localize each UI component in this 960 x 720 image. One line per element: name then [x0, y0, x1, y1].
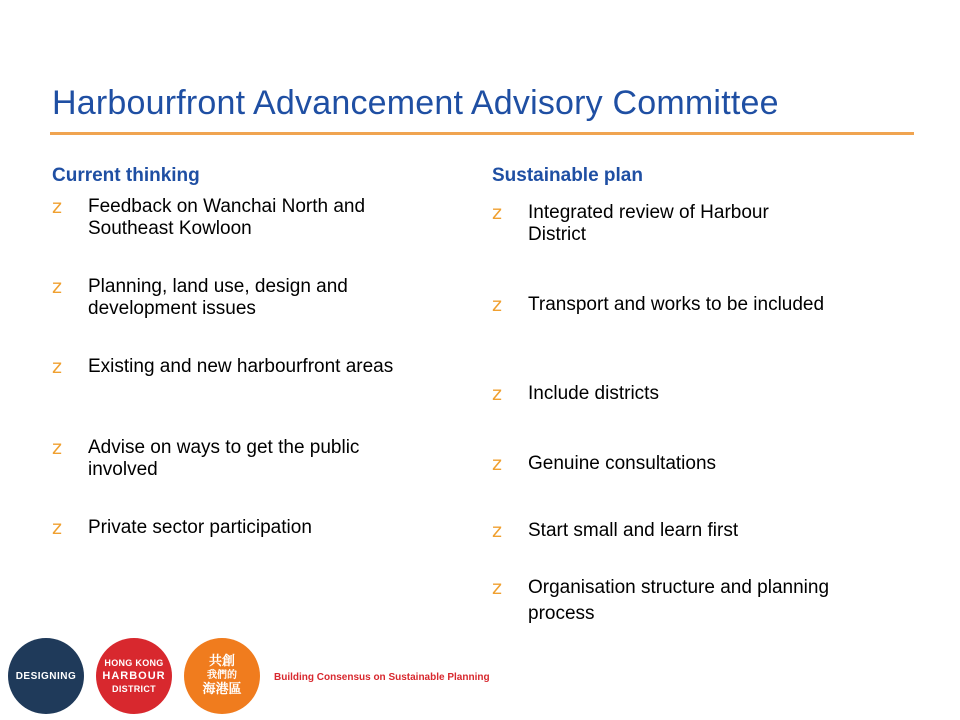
chinese-logo-line3: 海港區 [202, 682, 242, 697]
right-bullet-item [492, 520, 832, 542]
bullet-icon: z [492, 577, 502, 599]
right-column-heading: Sustainable plan [492, 165, 643, 186]
left-bullet-text: Planning, land use, design and development issues [88, 276, 348, 319]
bullet-icon: z [52, 356, 62, 378]
bullet-icon: z [492, 453, 502, 475]
hkhd-logo-line2: HARBOUR [102, 669, 166, 682]
title-divider [50, 132, 914, 135]
bullet-icon: z [492, 294, 502, 316]
right-bullet-item [492, 453, 832, 475]
left-bullet-item [52, 356, 432, 378]
right-bullet-text: Genuine consultations [528, 453, 717, 474]
hkhd-logo-line1: HONG KONG [104, 657, 164, 668]
designing-logo [8, 638, 84, 714]
left-bullet-text: Private sector participation [88, 517, 312, 538]
right-bullet-item [492, 294, 832, 316]
left-bullet-text: Existing and new harbourfront areas [88, 356, 394, 377]
bullet-icon: z [52, 517, 62, 539]
right-bullet-item [492, 202, 832, 246]
left-column-heading: Current thinking [52, 165, 200, 186]
left-bullet-text: Feedback on Wanchai North and Southeast Kowloon [88, 196, 366, 239]
bullet-icon: z [492, 202, 502, 224]
right-bullet-text: Include districts [528, 383, 659, 404]
left-bullet-item [52, 517, 432, 539]
right-bullet-text: Organisation structure and planning process [528, 577, 830, 624]
right-bullet-item [492, 575, 832, 627]
bullet-icon: z [52, 437, 62, 459]
right-bullet-text: Integrated review of Harbour District [528, 202, 769, 245]
hkhd-logo-line3: DISTRICT [112, 683, 156, 694]
bullet-icon: z [52, 196, 62, 218]
right-bullet-text: Transport and works to be included [528, 294, 825, 315]
left-bullet-item [52, 196, 432, 240]
right-bullet-item [492, 383, 832, 405]
designing-logo-text: DESIGNING [15, 670, 77, 682]
left-bullet-item [52, 276, 432, 320]
footer-tagline: Building Consensus on Sustainable Planning [274, 672, 490, 683]
chinese-harbour-logo [184, 638, 260, 714]
bullet-icon: z [52, 276, 62, 298]
page-title: Harbourfront Advancement Advisory Committee [52, 84, 779, 122]
footer-logo-row [8, 638, 528, 716]
right-bullet-text: Start small and learn first [528, 520, 739, 541]
left-bullet-text: Advise on ways to get the public involved [88, 437, 360, 480]
bullet-icon: z [492, 520, 502, 542]
chinese-logo-line2: 我們的 [207, 670, 237, 681]
hong-kong-harbour-district-logo [96, 638, 172, 714]
bullet-icon: z [492, 383, 502, 405]
left-bullet-item [52, 437, 432, 481]
chinese-logo-line1: 共創 [208, 654, 235, 669]
